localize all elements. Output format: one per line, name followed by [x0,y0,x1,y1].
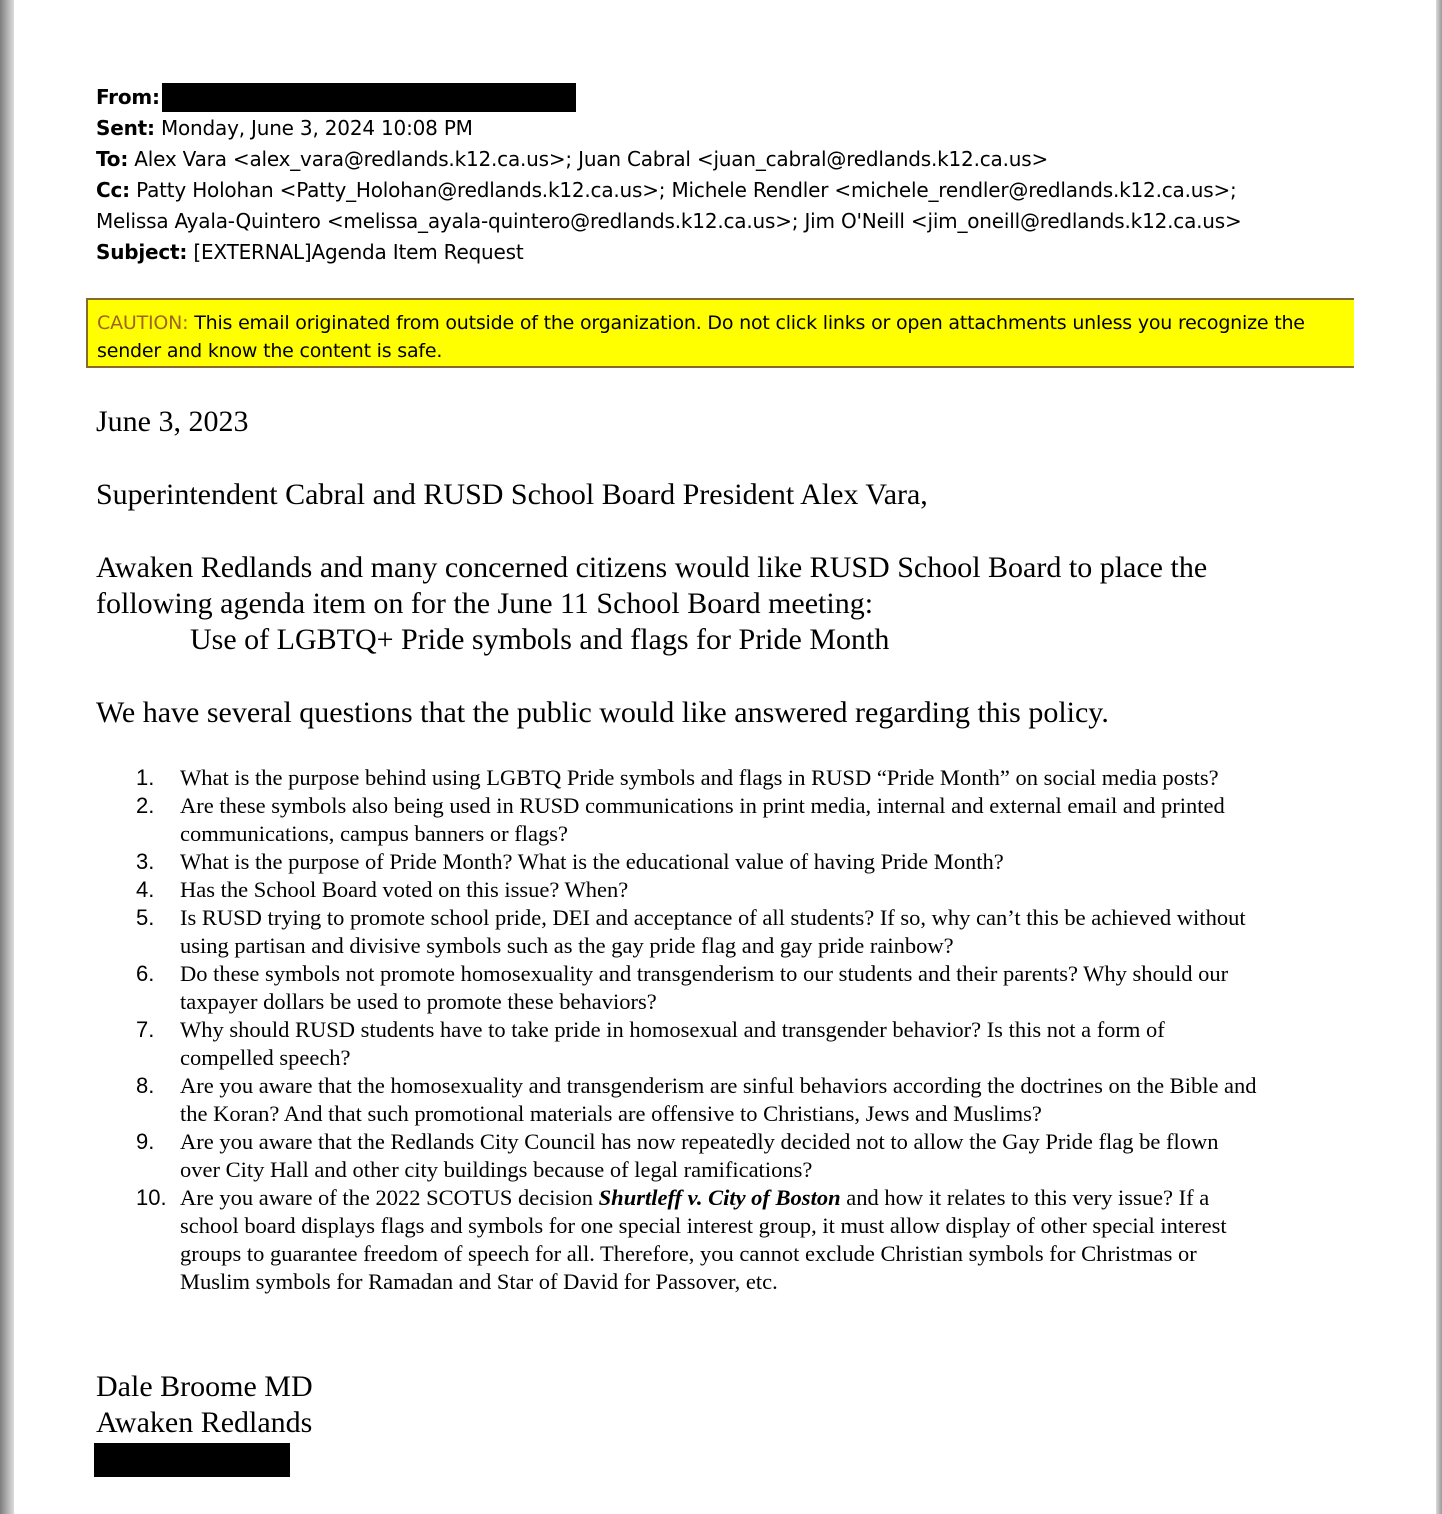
cc-label: Cc: [96,178,130,202]
questions-intro: We have several questions that the public would like answered regarding this policy. [96,696,1109,729]
question-text-cont: using partisan and divisive symbols such as the gay pride flag and gay pride rainbow? [180,933,954,958]
signature-name: Dale Broome MD [96,1370,313,1403]
question-text: Why should RUSD students have to take pride in homosexual and transgender behavior? Is this not a form of [180,1017,1165,1042]
question-number: 10. [136,1185,167,1210]
question-number: 2. [136,793,155,818]
question-text: Is RUSD trying to promote school pride, DEI and acceptance of all students? If so, why can’t this be achieved without [180,905,1246,930]
question-text-cont: school board displays flags and symbols for one special interest group, it must allow display of other special interest [180,1213,1227,1238]
question-item-2 [136,792,1366,848]
question-text-cont: communications, campus banners or flags? [180,821,569,846]
subject-label: Subject: [96,240,188,264]
question-number: 4. [136,877,155,902]
question-number: 9. [136,1129,155,1154]
question-number: 8. [136,1073,155,1098]
cc-line [96,175,1237,206]
question-text-cont: taxpayer dollars be used to promote these behaviors? [180,989,657,1014]
question-text: Do these symbols not promote homosexuality and transgenderism to our students and their parents? Why should our [180,961,1229,986]
from-line [96,82,160,113]
question-text-cont: the Koran? And that such promotional materials are offensive to Christians, Jews and Muslims? [180,1101,1042,1126]
redacted-signature-contact [94,1443,290,1477]
sent-value: Monday, June 3, 2024 10:08 PM [160,116,473,140]
question-text-cont: Muslim symbols for Ramadan and Star of David for Passover, etc. [180,1269,778,1294]
question-number: 6. [136,961,155,986]
caution-text-line2: sender and know the content is safe. [97,340,443,362]
question-item-4 [136,876,1366,904]
page-shadow-left [0,0,14,1514]
subject-value: [EXTERNAL]Agenda Item Request [193,240,524,264]
question-10-prefix: Are you aware of the 2022 SCOTUS decision [180,1185,599,1210]
question-text: Has the School Board voted on this issue? When? [180,877,629,902]
question-text-cont: compelled speech? [180,1045,351,1070]
question-item-3 [136,848,1366,876]
question-item-8 [136,1072,1366,1128]
question-text-cont: groups to guarantee freedom of speech for all. Therefore, you cannot exclude Christian symbols for Christmas or [180,1241,1197,1266]
to-label: To: [96,147,129,171]
subject-line [96,237,524,268]
letter-date: June 3, 2023 [96,405,249,438]
from-label: From: [96,85,160,109]
question-item-10 [136,1184,1366,1296]
to-line [96,144,1048,175]
page-shadow-right [1436,0,1442,1514]
sent-line [96,113,473,144]
cc-value-line1: Patty Holohan <Patty_Holohan@redlands.k12.ca.us>; Michele Rendler <michele_rendler@redlands.k12.ca.us>; [136,178,1237,202]
intro-line-1: Awaken Redlands and many concerned citizens would like RUSD School Board to place the [96,551,1208,584]
question-text [180,1184,1366,1212]
question-text-cont: over City Hall and other city buildings because of legal ramifications? [180,1157,813,1182]
question-number: 1. [136,765,155,790]
to-value: Alex Vara <alex_vara@redlands.k12.ca.us>; Juan Cabral <juan_cabral@redlands.k12.ca.us> [134,147,1048,171]
question-number: 7. [136,1017,155,1042]
question-text: Are these symbols also being used in RUSD communications in print media, internal and external email and printed [180,793,1225,818]
question-number: 3. [136,849,155,874]
caution-line1 [97,309,1354,337]
question-10-suffix: and how it relates to this very issue? If a [840,1185,1210,1210]
redacted-sender [162,83,576,112]
question-text: Are you aware that the homosexuality and transgenderism are sinful behaviors according the doctrines on the Bible and [180,1073,1257,1098]
sent-label: Sent: [96,116,155,140]
question-item-5 [136,904,1366,960]
agenda-item: Use of LGBTQ+ Pride symbols and flags for Pride Month [190,623,890,656]
question-text: What is the purpose of Pride Month? What is the educational value of having Pride Month? [180,849,1004,874]
question-item-1 [136,764,1366,792]
question-text: What is the purpose behind using LGBTQ Pride symbols and flags in RUSD “Pride Month” on social media posts? [180,765,1219,790]
question-item-9 [136,1128,1366,1184]
question-item-7 [136,1016,1366,1072]
question-item-6 [136,960,1366,1016]
cc-line-continued [96,206,1242,237]
signature-org: Awaken Redlands [96,1406,313,1439]
caution-text-line1: This email originated from outside of the organization. Do not click links or open attachments unless you recognize the [194,312,1305,334]
intro-line-2: following agenda item on for the June 11 School Board meeting: [96,587,874,620]
question-text: Are you aware that the Redlands City Council has now repeatedly decided not to allow the Gay Pride flag be flown [180,1129,1219,1154]
case-name: Shurtleff v. City of Boston [598,1185,841,1210]
cc-value-line2: Melissa Ayala-Quintero <melissa_ayala-quintero@redlands.k12.ca.us>; Jim O'Neill <jim_oneill@redlands.k12.ca.us> [96,209,1242,233]
caution-banner [86,298,1354,368]
question-number: 5. [136,905,155,930]
questions-list [136,764,1366,1296]
caution-label: CAUTION: [97,312,189,334]
salutation: Superintendent Cabral and RUSD School Board President Alex Vara, [96,478,928,511]
